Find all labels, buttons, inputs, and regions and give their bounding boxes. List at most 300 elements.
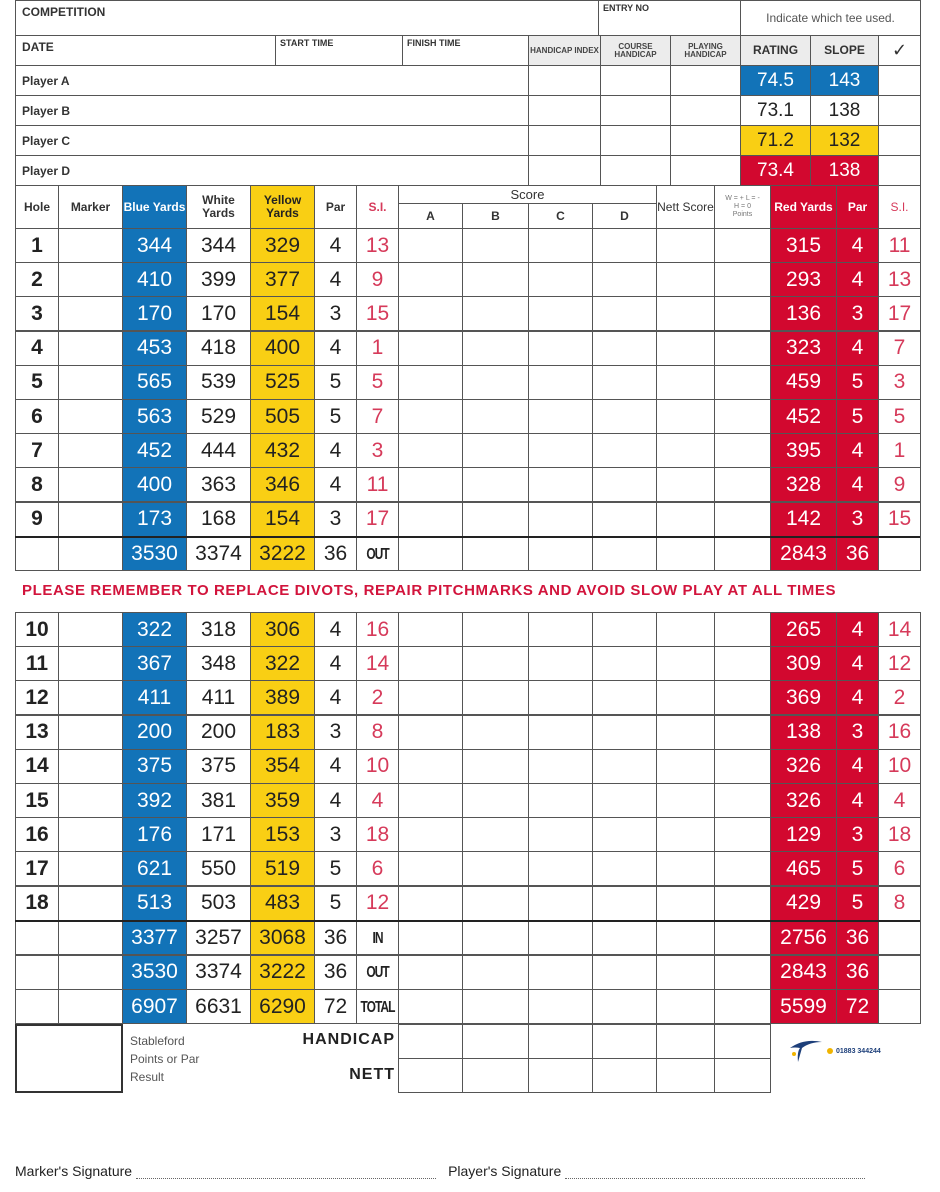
- handicap-label: HANDICAP: [302, 1031, 395, 1048]
- stroke-index: 10: [356, 749, 399, 784]
- score-b-input[interactable]: [462, 715, 529, 750]
- points-label: Points: [732, 211, 753, 218]
- points-input[interactable]: [714, 502, 771, 537]
- stroke-index: 4: [356, 783, 399, 818]
- red-yards: 452: [770, 399, 837, 434]
- handicap-index-input[interactable]: [528, 95, 601, 126]
- red-par: 4: [836, 783, 879, 818]
- handicap-nett-input[interactable]: [656, 1024, 715, 1059]
- hole-number: 16: [15, 817, 59, 852]
- blue-yards: 563: [122, 399, 187, 434]
- yellow-yards: 329: [250, 228, 315, 263]
- tee-checkbox[interactable]: [878, 95, 921, 126]
- nett-score-input[interactable]: [656, 851, 715, 886]
- stroke-index: 8: [356, 715, 399, 750]
- nett-score-input[interactable]: [656, 331, 715, 366]
- tee-check-header: ✓: [878, 35, 921, 66]
- points-total-input[interactable]: [714, 955, 771, 990]
- marker-score-input[interactable]: [58, 228, 123, 263]
- score-b-input[interactable]: [462, 228, 529, 263]
- blue-yards: 392: [122, 783, 187, 818]
- nett-a-input[interactable]: [398, 1058, 463, 1093]
- score-a-input[interactable]: [398, 646, 463, 681]
- par: 4: [314, 646, 357, 681]
- out-front-label: OUT: [366, 544, 389, 563]
- red-stroke-index: 18: [878, 817, 921, 852]
- score-d-total-input[interactable]: [592, 536, 657, 571]
- score-d-total-input[interactable]: [592, 955, 657, 990]
- white-yards: 399: [186, 262, 251, 297]
- score-a-input[interactable]: [398, 715, 463, 750]
- course-handicap-header: COURSE HANDICAP: [600, 35, 671, 66]
- yellow-yards-header: Yellow Yards: [250, 185, 315, 229]
- bird-logo-icon: [788, 1038, 824, 1064]
- player-name-c[interactable]: Player C: [15, 125, 529, 156]
- score-c-total-input[interactable]: [528, 920, 593, 955]
- score-c-input[interactable]: [528, 851, 593, 886]
- red-stroke-index: 3: [878, 365, 921, 400]
- tee-checkbox[interactable]: [878, 65, 921, 96]
- score-a-input[interactable]: [398, 817, 463, 852]
- par: 3: [314, 296, 357, 331]
- marker-total-input[interactable]: [58, 989, 123, 1024]
- red-par-total: 36: [836, 920, 879, 955]
- yellow-yards: 400: [250, 331, 315, 366]
- marker-score-input[interactable]: [58, 365, 123, 400]
- points-input[interactable]: [714, 399, 771, 434]
- score-b-input[interactable]: [462, 331, 529, 366]
- score-b-input[interactable]: [462, 467, 529, 502]
- nett-d-input[interactable]: [592, 1058, 657, 1093]
- score-a-input[interactable]: [398, 467, 463, 502]
- hole-number: 7: [15, 433, 59, 468]
- score-c-input[interactable]: [528, 296, 593, 331]
- par: 5: [314, 365, 357, 400]
- score-d-input[interactable]: [592, 886, 657, 921]
- slope-header: SLOPE: [810, 35, 879, 66]
- score-a-input[interactable]: [398, 886, 463, 921]
- score-c-input[interactable]: [528, 433, 593, 468]
- handicap-c-input[interactable]: [528, 1024, 593, 1059]
- points-input[interactable]: [714, 365, 771, 400]
- handicap-b-input[interactable]: [462, 1024, 529, 1059]
- score-b-header: B: [462, 203, 529, 229]
- score-d-input[interactable]: [592, 467, 657, 502]
- score-b-input[interactable]: [462, 262, 529, 297]
- nett-score-input[interactable]: [656, 262, 715, 297]
- marker-score-input[interactable]: [58, 680, 123, 715]
- white-yards: 200: [186, 715, 251, 750]
- marker-score-input[interactable]: [58, 612, 123, 647]
- blue-total: 6907: [122, 989, 187, 1024]
- nett-score-input[interactable]: [656, 749, 715, 784]
- score-a-total-input[interactable]: [398, 955, 463, 990]
- section-divider: [15, 536, 920, 538]
- score-d-input[interactable]: [592, 399, 657, 434]
- score-d-input[interactable]: [592, 365, 657, 400]
- marker-score-input[interactable]: [58, 749, 123, 784]
- marker-total-input[interactable]: [58, 920, 123, 955]
- course-handicap-input[interactable]: [600, 95, 671, 126]
- red-total: 2756: [770, 920, 837, 955]
- hole-number: 2: [15, 262, 59, 297]
- nett-nett-input[interactable]: [656, 1058, 715, 1093]
- marker-score-input[interactable]: [58, 851, 123, 886]
- score-a-input[interactable]: [398, 331, 463, 366]
- competition-field[interactable]: COMPETITION: [15, 0, 599, 36]
- yellow-yards: 525: [250, 365, 315, 400]
- nett-score-input[interactable]: [656, 502, 715, 537]
- marker-score-input[interactable]: [58, 783, 123, 818]
- par-header: Par: [314, 185, 357, 229]
- white-total: 3257: [186, 920, 251, 955]
- marker-total-input[interactable]: [58, 536, 123, 571]
- score-a-input[interactable]: [398, 783, 463, 818]
- score-c-input[interactable]: [528, 228, 593, 263]
- player-name-b[interactable]: Player B: [15, 95, 529, 126]
- points-input[interactable]: [714, 646, 771, 681]
- par: 4: [314, 612, 357, 647]
- score-c-input[interactable]: [528, 783, 593, 818]
- yellow-yards: 322: [250, 646, 315, 681]
- score-d-input[interactable]: [592, 612, 657, 647]
- score-a-input[interactable]: [398, 365, 463, 400]
- score-b-input[interactable]: [462, 886, 529, 921]
- score-header: Score: [398, 185, 657, 204]
- score-d-input[interactable]: [592, 228, 657, 263]
- nett-score-input[interactable]: [656, 715, 715, 750]
- score-b-input[interactable]: [462, 783, 529, 818]
- red-stroke-index: 11: [878, 228, 921, 263]
- marker-score-input[interactable]: [58, 399, 123, 434]
- marker-signature-line[interactable]: [136, 1167, 436, 1179]
- marker-score-input[interactable]: [58, 467, 123, 502]
- score-a-input[interactable]: [398, 399, 463, 434]
- tee-instruction: Indicate which tee used.: [740, 0, 921, 36]
- tee-checkbox[interactable]: [878, 155, 921, 186]
- score-a-input[interactable]: [398, 502, 463, 537]
- tee-rating: 71.2: [740, 125, 811, 156]
- score-c-input[interactable]: [528, 331, 593, 366]
- par-total: 36: [314, 955, 357, 990]
- score-c-input[interactable]: [528, 365, 593, 400]
- score-b-total-input[interactable]: [462, 536, 529, 571]
- course-handicap-input[interactable]: [600, 65, 671, 96]
- score-b-input[interactable]: [462, 365, 529, 400]
- handicap-index-input[interactable]: [528, 125, 601, 156]
- blue-yards: 411: [122, 680, 187, 715]
- hole-number: 14: [15, 749, 59, 784]
- score-a-input[interactable]: [398, 851, 463, 886]
- par-total: 36: [314, 536, 357, 571]
- handicap-a-input[interactable]: [398, 1024, 463, 1059]
- red-yards: 142: [770, 502, 837, 537]
- nett-score-input[interactable]: [656, 365, 715, 400]
- stroke-index: 7: [356, 399, 399, 434]
- nett-total-input[interactable]: [656, 920, 715, 955]
- score-b-input[interactable]: [462, 749, 529, 784]
- score-d-input[interactable]: [592, 433, 657, 468]
- nett-score-input[interactable]: [656, 680, 715, 715]
- score-b-input[interactable]: [462, 433, 529, 468]
- stableford-result-box[interactable]: [15, 1024, 123, 1093]
- red-yards: 326: [770, 749, 837, 784]
- red-yards: 315: [770, 228, 837, 263]
- score-a-input[interactable]: [398, 433, 463, 468]
- white-total: 3374: [186, 955, 251, 990]
- score-d-input[interactable]: [592, 817, 657, 852]
- yellow-yards: 154: [250, 296, 315, 331]
- points-input[interactable]: [714, 228, 771, 263]
- nett-b-input[interactable]: [462, 1058, 529, 1093]
- red-yards: 429: [770, 886, 837, 921]
- score-a-input[interactable]: [398, 680, 463, 715]
- points-input[interactable]: [714, 749, 771, 784]
- par: 5: [314, 851, 357, 886]
- score-b-input[interactable]: [462, 646, 529, 681]
- yellow-yards: 346: [250, 467, 315, 502]
- hole-number: 18: [15, 886, 59, 921]
- par: 4: [314, 331, 357, 366]
- score-c-total-input[interactable]: [528, 955, 593, 990]
- red-stroke-index: 2: [878, 680, 921, 715]
- yellow-total: 3222: [250, 536, 315, 571]
- score-c-total-input[interactable]: [528, 989, 593, 1024]
- player-signature-line[interactable]: [565, 1167, 865, 1179]
- points-input[interactable]: [714, 886, 771, 921]
- marker-score-input[interactable]: [58, 502, 123, 537]
- nett-score-input[interactable]: [656, 646, 715, 681]
- nett-score-input[interactable]: [656, 467, 715, 502]
- yellow-yards: 306: [250, 612, 315, 647]
- score-b-input[interactable]: [462, 680, 529, 715]
- marker-score-input[interactable]: [58, 886, 123, 921]
- score-b-input[interactable]: [462, 399, 529, 434]
- yellow-yards: 359: [250, 783, 315, 818]
- blue-total: 3377: [122, 920, 187, 955]
- score-c-input[interactable]: [528, 502, 593, 537]
- score-a-total-input[interactable]: [398, 920, 463, 955]
- white-total: 3374: [186, 536, 251, 571]
- hole-number: 8: [15, 467, 59, 502]
- yellow-yards: 183: [250, 715, 315, 750]
- hole-number: 10: [15, 612, 59, 647]
- empty: [878, 989, 921, 1024]
- blue-yards: 452: [122, 433, 187, 468]
- score-a-input[interactable]: [398, 296, 463, 331]
- playing-handicap-input[interactable]: [670, 155, 741, 186]
- empty: [15, 989, 59, 1024]
- score-a-total-input[interactable]: [398, 536, 463, 571]
- nett-score-input[interactable]: [656, 399, 715, 434]
- white-yards: 381: [186, 783, 251, 818]
- par: 4: [314, 783, 357, 818]
- handicap-index-input[interactable]: [528, 65, 601, 96]
- red-stroke-index: 5: [878, 399, 921, 434]
- score-c-input[interactable]: [528, 262, 593, 297]
- score-c-input[interactable]: [528, 646, 593, 681]
- blue-yards: 400: [122, 467, 187, 502]
- score-b-input[interactable]: [462, 612, 529, 647]
- course-handicap-input[interactable]: [600, 125, 671, 156]
- player-name-d[interactable]: Player D: [15, 155, 529, 186]
- handicap-d-input[interactable]: [592, 1024, 657, 1059]
- points-input[interactable]: [714, 467, 771, 502]
- start-time-field[interactable]: START TIME: [275, 35, 403, 66]
- score-d-input[interactable]: [592, 715, 657, 750]
- marker-score-input[interactable]: [58, 296, 123, 331]
- blue-yards: 453: [122, 331, 187, 366]
- score-d-input[interactable]: [592, 331, 657, 366]
- score-d-input[interactable]: [592, 851, 657, 886]
- score-d-input[interactable]: [592, 783, 657, 818]
- logo-phone: 01883 344244: [836, 1047, 881, 1055]
- points-input[interactable]: [714, 680, 771, 715]
- nett-score-input[interactable]: [656, 296, 715, 331]
- score-b-total-input[interactable]: [462, 955, 529, 990]
- marker-score-input[interactable]: [58, 433, 123, 468]
- hole-number: 17: [15, 851, 59, 886]
- points-input[interactable]: [714, 817, 771, 852]
- stroke-index: 12: [356, 886, 399, 921]
- tee-slope: 132: [810, 125, 879, 156]
- nett-score-input[interactable]: [656, 886, 715, 921]
- blue-total: 3530: [122, 536, 187, 571]
- score-c-header: C: [528, 203, 593, 229]
- score-b-input[interactable]: [462, 502, 529, 537]
- score-d-input[interactable]: [592, 749, 657, 784]
- marker-score-input[interactable]: [58, 646, 123, 681]
- score-c-input[interactable]: [528, 467, 593, 502]
- score-c-input[interactable]: [528, 680, 593, 715]
- nett-score-input[interactable]: [656, 612, 715, 647]
- nett-c-input[interactable]: [528, 1058, 593, 1093]
- points-input[interactable]: [714, 331, 771, 366]
- score-c-total-input[interactable]: [528, 536, 593, 571]
- points-input[interactable]: [714, 851, 771, 886]
- handicap-points-input[interactable]: [714, 1024, 771, 1059]
- hole-number: 15: [15, 783, 59, 818]
- score-a-input[interactable]: [398, 228, 463, 263]
- score-a-input[interactable]: [398, 612, 463, 647]
- course-handicap-input[interactable]: [600, 155, 671, 186]
- nett-total-input[interactable]: [656, 955, 715, 990]
- red-yards: 465: [770, 851, 837, 886]
- par: 4: [314, 262, 357, 297]
- date-field[interactable]: DATE: [15, 35, 276, 66]
- hole-number: 13: [15, 715, 59, 750]
- score-b-total-input[interactable]: [462, 920, 529, 955]
- nett-total-input[interactable]: [656, 536, 715, 571]
- red-yards: 309: [770, 646, 837, 681]
- par: 4: [314, 433, 357, 468]
- score-c-input[interactable]: [528, 612, 593, 647]
- red-par: 4: [836, 331, 879, 366]
- points-input[interactable]: [714, 612, 771, 647]
- score-a-input[interactable]: [398, 262, 463, 297]
- score-c-input[interactable]: [528, 817, 593, 852]
- points-total-input[interactable]: [714, 989, 771, 1024]
- marker-score-input[interactable]: [58, 715, 123, 750]
- score-d-input[interactable]: [592, 646, 657, 681]
- red-par: 3: [836, 296, 879, 331]
- marker-score-input[interactable]: [58, 817, 123, 852]
- blue-yards: 367: [122, 646, 187, 681]
- finish-time-field[interactable]: FINISH TIME: [402, 35, 529, 66]
- nett-label: NETT: [349, 1066, 395, 1083]
- score-a-total-input[interactable]: [398, 989, 463, 1024]
- nett-total-input[interactable]: [656, 989, 715, 1024]
- points-input[interactable]: [714, 783, 771, 818]
- entry-no-field[interactable]: ENTRY NO: [598, 0, 741, 36]
- points-input[interactable]: [714, 715, 771, 750]
- score-d-input[interactable]: [592, 502, 657, 537]
- red-stroke-index: 17: [878, 296, 921, 331]
- points-total-input[interactable]: [714, 536, 771, 571]
- score-c-input[interactable]: [528, 399, 593, 434]
- marker-score-input[interactable]: [58, 262, 123, 297]
- nett-score-input[interactable]: [656, 433, 715, 468]
- handicap-index-header: HANDICAP INDEX: [528, 35, 601, 66]
- white-yards: 348: [186, 646, 251, 681]
- points-input[interactable]: [714, 262, 771, 297]
- score-d-input[interactable]: [592, 680, 657, 715]
- handicap-index-input[interactable]: [528, 155, 601, 186]
- white-yards: 363: [186, 467, 251, 502]
- blue-yards-header: Blue Yards: [122, 185, 187, 229]
- playing-handicap-input[interactable]: [670, 125, 741, 156]
- section-divider: [15, 920, 920, 922]
- score-c-input[interactable]: [528, 715, 593, 750]
- score-b-input[interactable]: [462, 851, 529, 886]
- tee-checkbox[interactable]: [878, 125, 921, 156]
- red-stroke-index: 6: [878, 851, 921, 886]
- score-c-input[interactable]: [528, 749, 593, 784]
- score-b-total-input[interactable]: [462, 989, 529, 1024]
- score-d-input[interactable]: [592, 296, 657, 331]
- score-b-input[interactable]: [462, 817, 529, 852]
- stroke-index: 18: [356, 817, 399, 852]
- blue-yards: 176: [122, 817, 187, 852]
- nett-score-header: Nett Score: [656, 185, 715, 229]
- stroke-index: 2: [356, 680, 399, 715]
- nett-points-input[interactable]: [714, 1058, 771, 1093]
- nett-score-input[interactable]: [656, 228, 715, 263]
- score-d-input[interactable]: [592, 262, 657, 297]
- score-d-total-input[interactable]: [592, 989, 657, 1024]
- white-yards: 550: [186, 851, 251, 886]
- points-input[interactable]: [714, 296, 771, 331]
- points-total-input[interactable]: [714, 920, 771, 955]
- marker-total-input[interactable]: [58, 955, 123, 990]
- marker-score-input[interactable]: [58, 331, 123, 366]
- score-c-input[interactable]: [528, 886, 593, 921]
- score-d-total-input[interactable]: [592, 920, 657, 955]
- nett-score-input[interactable]: [656, 783, 715, 818]
- player-name-a[interactable]: Player A: [15, 65, 529, 96]
- red-par-header: Par: [836, 185, 879, 229]
- score-b-input[interactable]: [462, 296, 529, 331]
- nett-score-input[interactable]: [656, 817, 715, 852]
- points-input[interactable]: [714, 433, 771, 468]
- red-par: 4: [836, 749, 879, 784]
- playing-handicap-input[interactable]: [670, 95, 741, 126]
- blue-yards: 200: [122, 715, 187, 750]
- red-yards: 323: [770, 331, 837, 366]
- tee-slope: 138: [810, 155, 879, 186]
- playing-handicap-input[interactable]: [670, 65, 741, 96]
- score-a-input[interactable]: [398, 749, 463, 784]
